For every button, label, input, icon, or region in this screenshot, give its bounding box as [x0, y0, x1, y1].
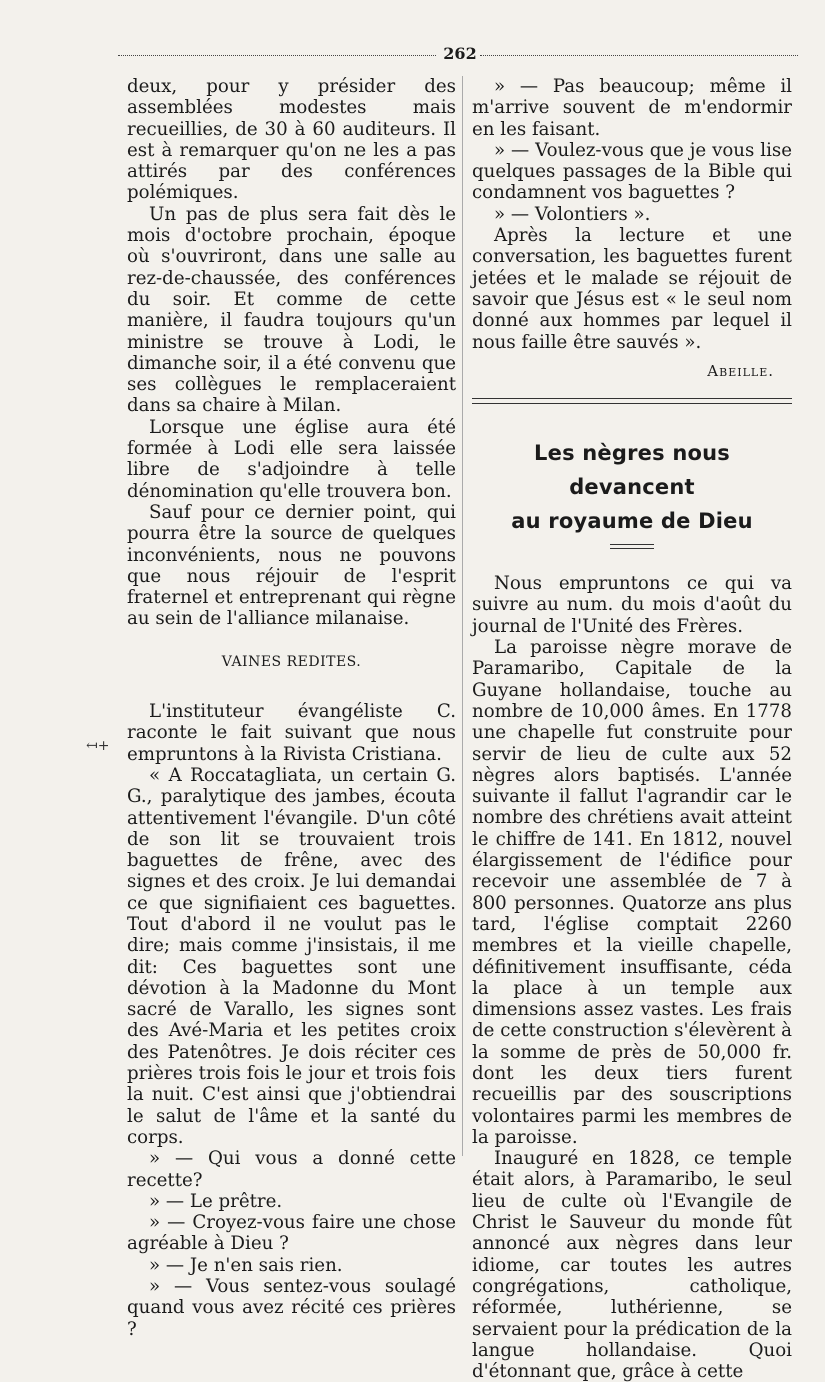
paragraph: Inauguré en 1828, ce temple était alors, à Paramaribo, le seul lieu de culte où l'Evangile de Christ le Sauveur du monde fût annoncé aux nègres dans leur idiome, car toutes les autres congrégations, catholique, réformée, luthérienne, se servaient pour la prédication de la langue hollandaise. Quoi d'étonnant que, grâce à cette: [472, 1148, 792, 1382]
paragraph: Lorsque une église aura été formée à Lodi elle sera laissée libre de s'adjoindre à telle dénomination qu'elle trouvera bon.: [127, 416, 456, 502]
article-title-line-2: au royaume de Dieu: [511, 509, 753, 534]
paragraph: Sauf pour ce dernier point, qui pourra être la source de quelques inconvénients, nous ne pouvons que nous réjouir de l'esprit fraternel et entreprenant qui règne au sein de l'alliance milanaise.: [127, 501, 456, 630]
section-separator: [472, 398, 792, 404]
dialogue-line: » — Croyez-vous faire une chose agréable à Dieu ?: [127, 1212, 456, 1255]
paragraph: « A Roccatagliata, un certain G. G., paralytique des jambes, écouta attentivement l'évangile. D'un côté de son lit se trouvaient trois baguettes de frêne, avec des signes et des croix. Je lui demandai ce que signifiaient ces baguettes. Tout d'abord il ne voulut pas le dire; mais comme j'insistais, il me dit: Ces baguettes sont une dévotion à la Madonne du Mont sacré de Varallo, les signes sont des Avé-Maria et les petites croix des Patenôtres. Je dois réciter ces prières trois fois le jour et trois fois la nuit. C'est ainsi que j'obtiendrai le salut de l'âme et la santé du corps.: [127, 764, 456, 1148]
page-number: 262: [443, 44, 477, 63]
dialogue-line: » — Je n'en sais rien.: [149, 1254, 343, 1276]
header-rule-right: [480, 55, 798, 56]
title-ornament-rule: [610, 544, 654, 549]
article-title: [472, 436, 792, 538]
article-title-line-1: Les nègres nous devancent: [534, 441, 730, 500]
page-header: [118, 44, 798, 66]
dialogue-line: » — Qui vous a donné cette recette?: [127, 1148, 456, 1191]
dialogue-line: » — Le prêtre.: [149, 1190, 283, 1212]
signature: Abeille.: [707, 361, 774, 380]
dialogue-line: » — Vous sentez-vous soulagé quand vous avez récité ces prières ?: [127, 1276, 456, 1340]
left-column: [127, 76, 456, 1340]
section-title: VAINES REDITES.: [221, 653, 362, 670]
paragraph: Nous empruntons ce qui va suivre au num. du mois d'août du journal de l'Unité des Frères.: [472, 573, 792, 637]
paragraph: L'instituteur évangéliste C. raconte le fait suivant que nous empruntons à la Rivista Cristiana.: [127, 701, 456, 765]
paragraph: Un pas de plus sera fait dès le mois d'octobre prochain, époque où s'ouvriront, dans une salle au rez-de-chaussée, des conférences du soir. Et comme de cette manière, il faudra toujours qu'un ministre se trouve à Lodi, le dimanche soir, il a été convenu que ses collègues le remplaceraient dans sa chaire à Milan.: [127, 203, 456, 417]
column-divider: [462, 76, 463, 1156]
dialogue-line: » — Voulez-vous que je vous lise quelques passages de la Bible qui condamnent vos baguettes ?: [472, 139, 792, 204]
paragraph: La paroisse nègre morave de Paramaribo, Capitale de la Guyane hollandaise, touche au nombre de 10,000 âmes. En 1778 une chapelle fut construite pour servir de lieu de culte aux 52 nègres alors baptisés. L'année suivante il fallut l'agrandir car le nombre des chrétiens avait atteint le chiffre de 141. En 1812, nouvel élargissement de l'édifice pour recevoir une assemblée de 7 à 800 personnes. Quatorze ans plus tard, l'église comptait 2260 membres et la vieille chapelle, définitivement insuffisante, céda la place à un temple aux dimensions assez vastes. Les frais de cette construction s'élevèrent à la somme de près de 50,000 fr. dont les deux tiers furent recueillis par des souscriptions volontaires parmi les membres de la paroisse.: [472, 637, 792, 1148]
dialogue-line: » — Pas beaucoup; même il m'arrive souvent de m'endormir en les faisant.: [472, 76, 792, 140]
header-rule-left: [118, 55, 436, 56]
paragraph: Après la lecture et une conversation, les baguettes furent jetées et le malade se réjouit de savoir que Jésus est « le seul nom donné aux hommes par lequel il nous faille être sauvés ».: [472, 225, 792, 353]
paragraph: deux, pour y présider des assemblées modestes mais recueillies, de 30 à 60 auditeurs. Il est à remarquer qu'on ne les a pas attirés par des conférences polémiques.: [127, 76, 456, 204]
margin-mark: ↤+: [86, 738, 110, 754]
dialogue-line: » — Volontiers ».: [494, 203, 651, 225]
right-column: [472, 76, 792, 1382]
